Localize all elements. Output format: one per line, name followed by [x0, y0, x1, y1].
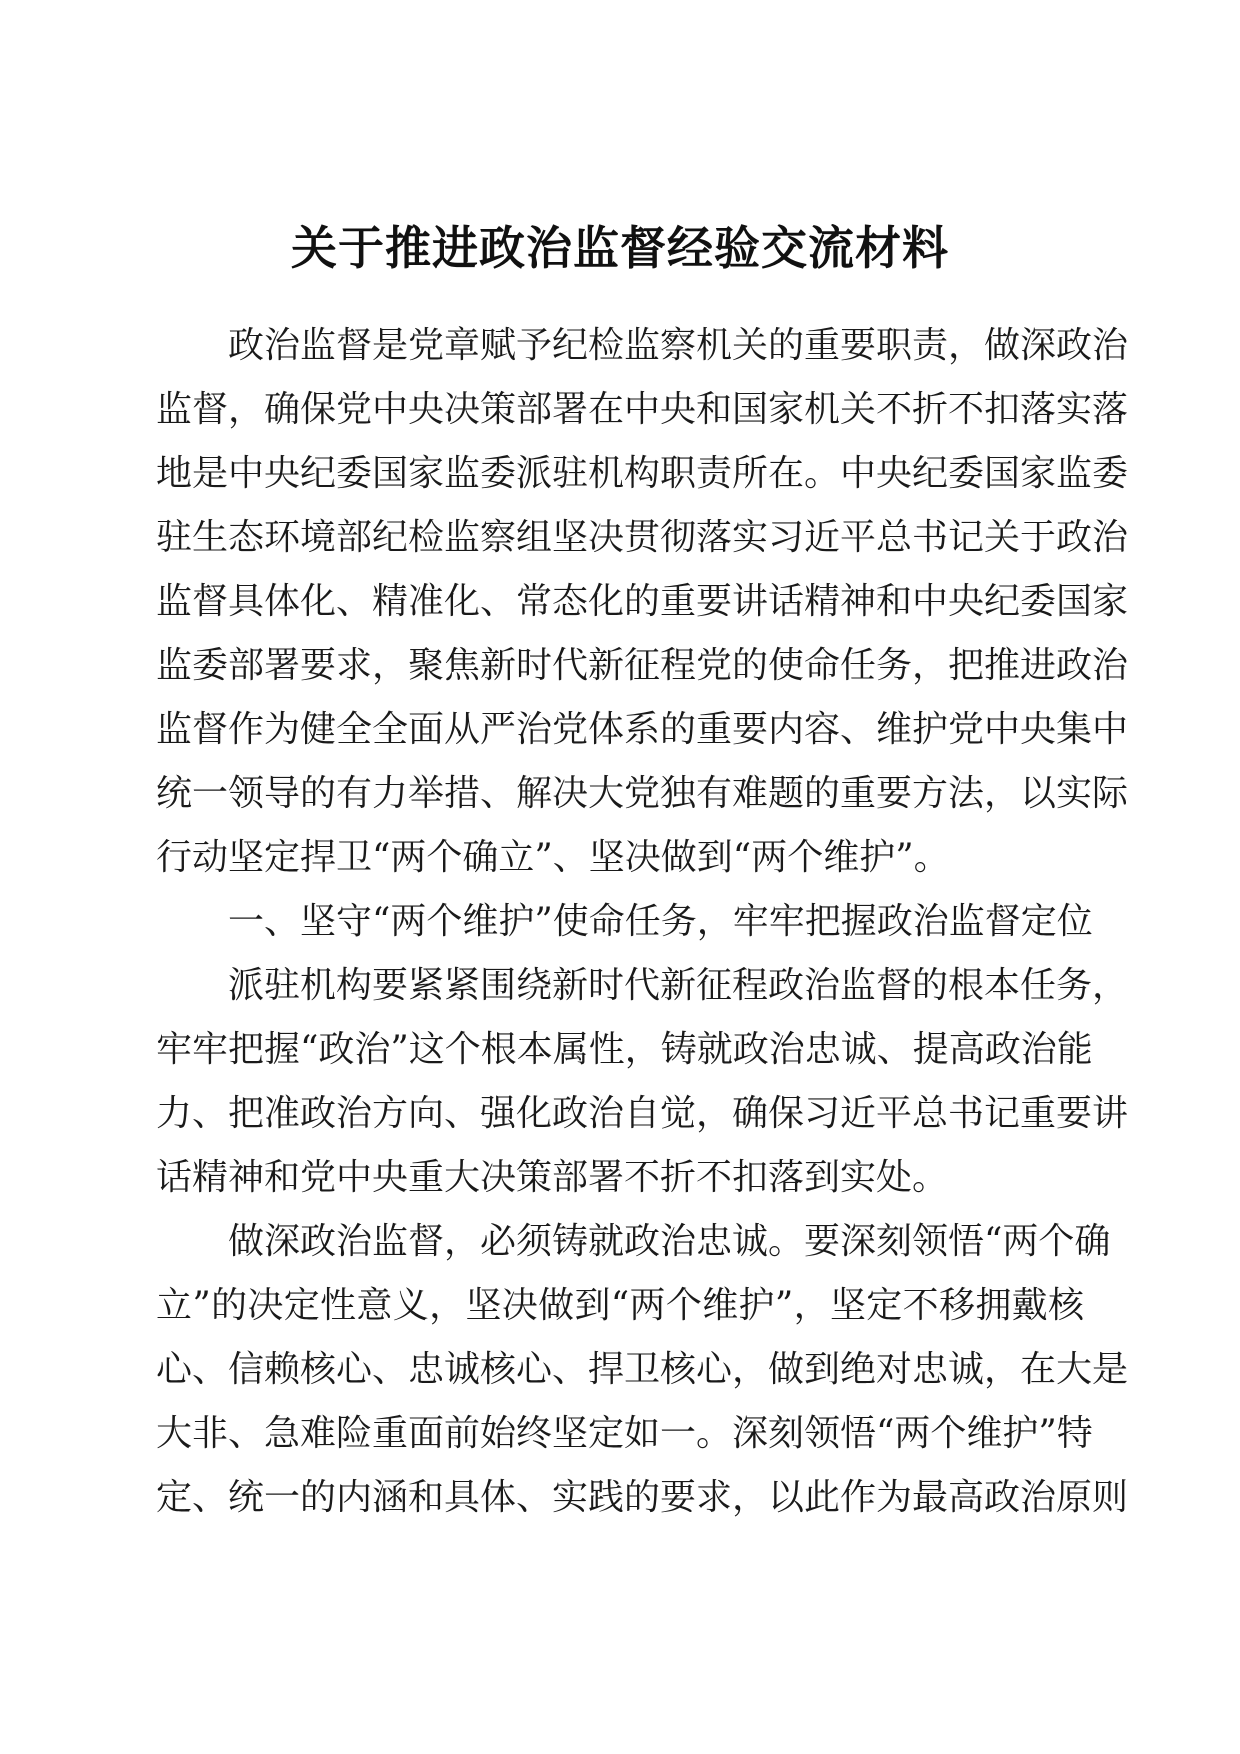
paragraph-line: 监委部署要求，聚焦新时代新征程党的使命任务，把推进政治 — [156, 645, 1129, 686]
paragraph-line: 监督具体化、精准化、常态化的重要讲话精神和中央纪委国家 — [156, 581, 1129, 622]
paragraph-line: 力、把准政治方向、强化政治自觉，确保习近平总书记重要讲 — [156, 1093, 1129, 1134]
paragraph-line: 定、统一的内涵和具体、实践的要求，以此作为最高政治原则 — [156, 1477, 1129, 1518]
paragraph-line: 驻生态环境部纪检监察组坚决贯彻落实习近平总书记关于政治 — [156, 517, 1129, 558]
paragraph-line: 政治监督是党章赋予纪检监察机关的重要职责，做深政治 — [228, 325, 1129, 366]
document-title: 关于推进政治监督经验交流材料 — [291, 221, 949, 275]
section-heading: 一、坚守“两个维护”使命任务，牢牢把握政治监督定位 — [228, 901, 1093, 942]
paragraph-line: 大非、急难险重面前始终坚定如一。深刻领悟“两个维护”特 — [156, 1413, 1093, 1454]
paragraph-line: 统一领导的有力举措、解决大党独有难题的重要方法，以实际 — [156, 773, 1129, 814]
paragraph-line: 话精神和党中央重大决策部署不折不扣落到实处。 — [156, 1157, 949, 1198]
paragraph-line: 地是中央纪委国家监委派驻机构职责所在。中央纪委国家监委 — [156, 453, 1129, 494]
paragraph-line: 立”的决定性意义，坚决做到“两个维护”，坚定不移拥戴核 — [156, 1285, 1084, 1326]
paragraph-line: 心、信赖核心、忠诚核心、捍卫核心，做到绝对忠诚，在大是 — [156, 1349, 1129, 1390]
paragraph-line: 做深政治监督，必须铸就政治忠诚。要深刻领悟“两个确 — [228, 1221, 1111, 1262]
paragraph-line: 监督作为健全全面从严治党体系的重要内容、维护党中央集中 — [156, 709, 1129, 750]
paragraph-line: 行动坚定捍卫“两个确立”、坚决做到“两个维护”。 — [156, 837, 950, 878]
paragraph-line: 牢牢把握“政治”这个根本属性，铸就政治忠诚、提高政治能 — [156, 1029, 1093, 1070]
paragraph-line: 派驻机构要紧紧围绕新时代新征程政治监督的根本任务， — [228, 965, 1129, 1006]
paragraph-line: 监督，确保党中央决策部署在中央和国家机关不折不扣落实落 — [156, 389, 1129, 430]
